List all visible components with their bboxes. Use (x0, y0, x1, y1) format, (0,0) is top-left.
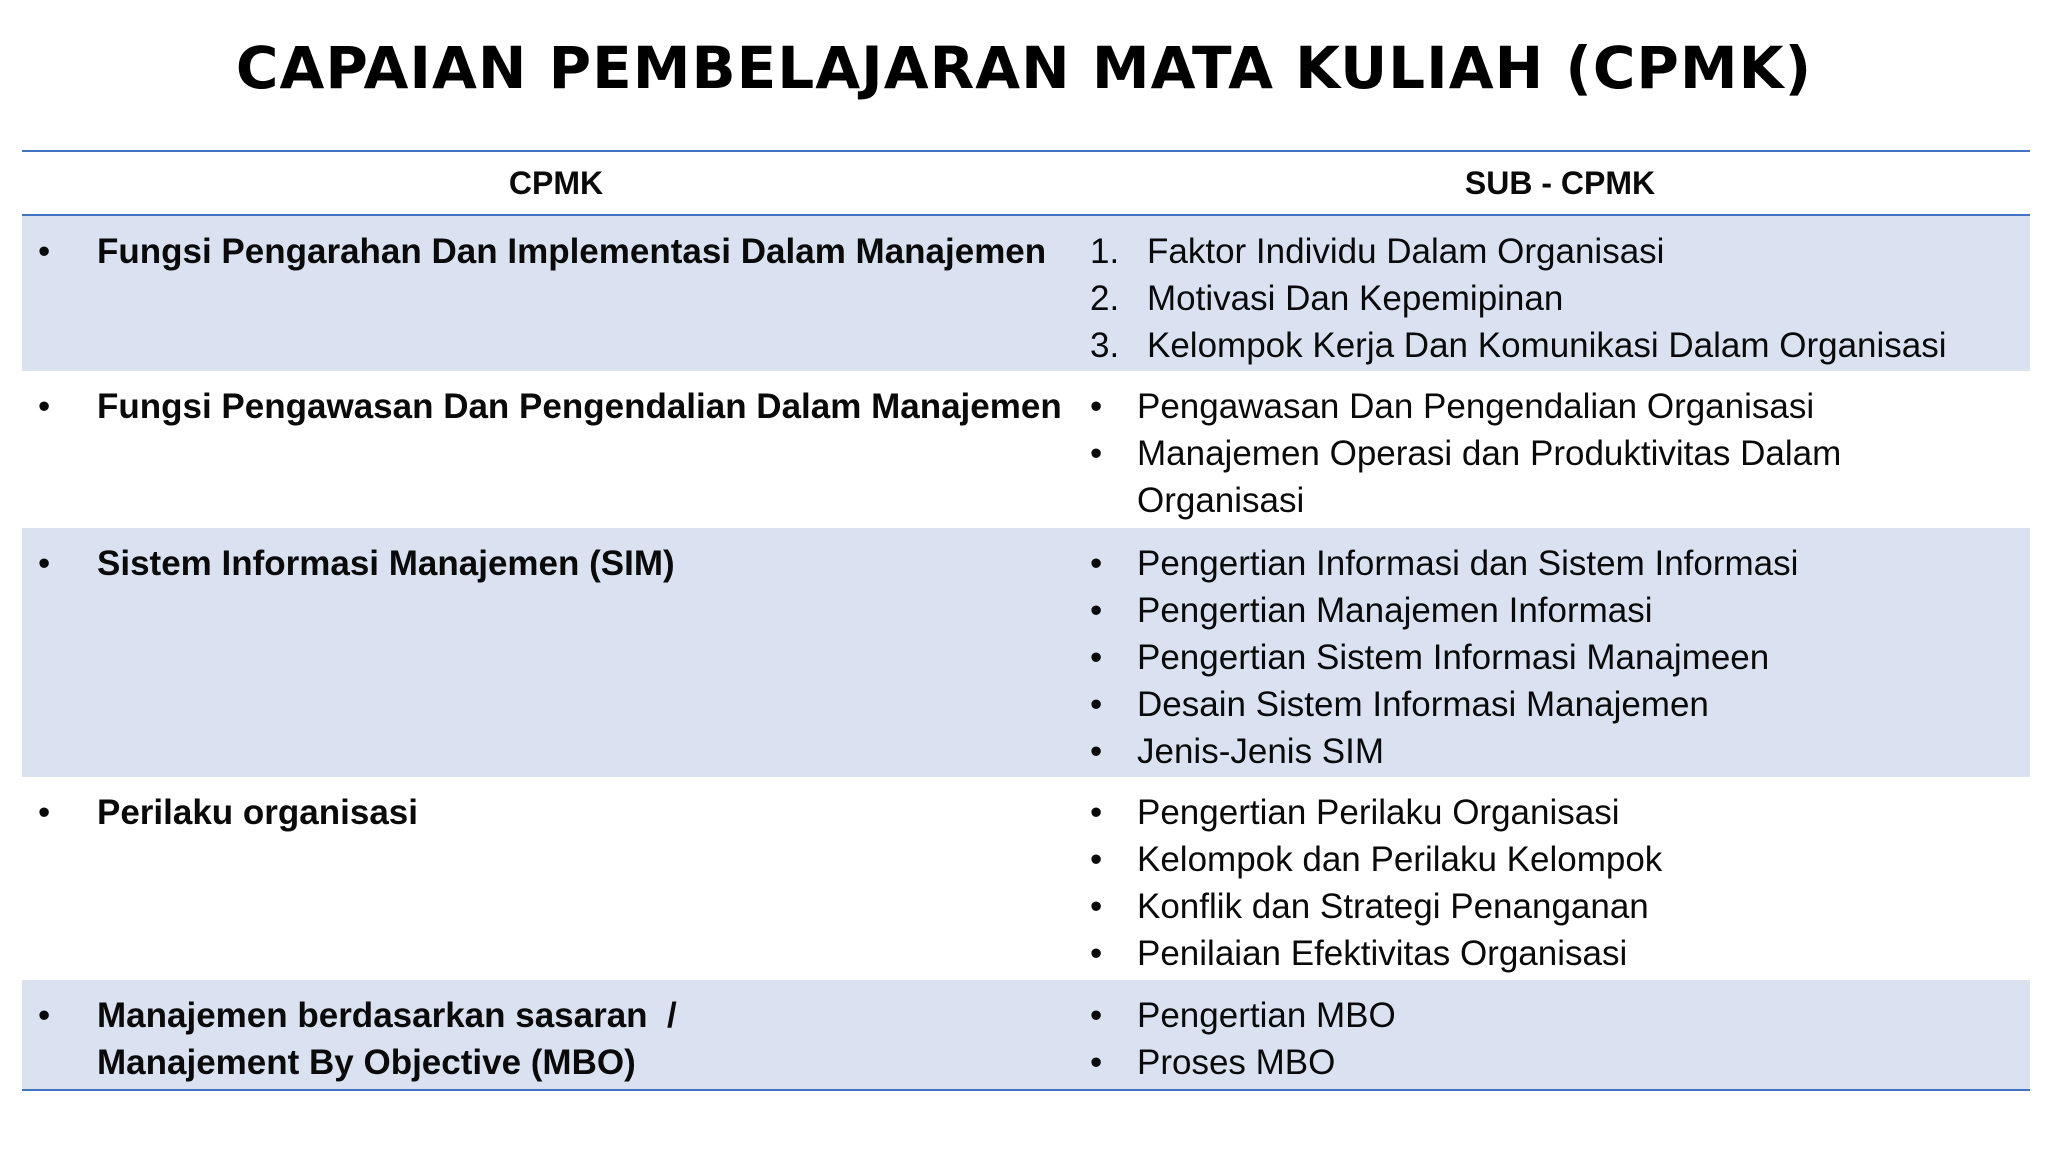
list-item (1090, 883, 2030, 930)
list-item (1090, 540, 2030, 587)
list-item-text: Pengertian Sistem Informasi Manajmeen (1137, 638, 1770, 677)
cpmk-table (22, 150, 2030, 1091)
bullet-icon: • (1090, 732, 1103, 771)
list-number: 3. (1090, 326, 1120, 365)
list-number: 1. (1090, 232, 1120, 271)
bullet-icon: • (38, 387, 51, 426)
sub-cpmk-cell (1090, 789, 2030, 977)
bullet-icon: • (1090, 996, 1103, 1035)
list-item-text: Pengertian Informasi dan Sistem Informasi (1137, 544, 1799, 583)
cpmk-text: Sistem Informasi Manajemen (SIM) (97, 544, 675, 583)
bullet-icon: • (1090, 591, 1103, 630)
cpmk-text: Perilaku organisasi (97, 793, 418, 832)
list-number: 2. (1090, 279, 1120, 318)
list-item (1090, 728, 2030, 775)
bullet-icon: • (1090, 887, 1103, 926)
list-item-text: Kelompok Kerja Dan Komunikasi Dalam Organisasi (1147, 326, 1947, 365)
bullet-icon: • (1090, 685, 1103, 724)
list-item-text: Pengertian MBO (1137, 996, 1396, 1035)
cpmk-cell (22, 540, 1090, 587)
column-header-cpmk: CPMK (508, 164, 604, 201)
sub-cpmk-cell (1090, 228, 2030, 369)
list-item (1090, 1039, 2030, 1086)
list-item (1090, 992, 2030, 1039)
table-header (22, 152, 2030, 216)
list-item-text: Desain Sistem Informasi Manajemen (1137, 685, 1709, 724)
list-item (1090, 430, 1850, 524)
bullet-icon: • (1090, 793, 1103, 832)
list-item-text: Pengawasan Dan Pengendalian Organisasi (1137, 387, 1815, 426)
cpmk-cell (22, 789, 1090, 836)
bullet-icon: • (1090, 1043, 1103, 1082)
cpmk-text-line-1: Manajemen berdasarkan sasaran / (97, 996, 677, 1035)
table-row (22, 371, 2030, 528)
bullet-icon: • (1090, 934, 1103, 973)
list-item-text: Jenis-Jenis SIM (1137, 732, 1385, 771)
cpmk-cell (22, 228, 1090, 275)
table-row (22, 980, 2030, 1089)
sub-cpmk-cell (1090, 383, 2030, 524)
cpmk-text: Fungsi Pengawasan Dan Pengendalian Dalam Manajemen (97, 387, 1062, 426)
bullet-icon: • (38, 996, 51, 1035)
list-item (1090, 322, 2030, 369)
list-item-text: Penilaian Efektivitas Organisasi (1137, 934, 1628, 973)
cpmk-text: Fungsi Pengarahan Dan Implementasi Dalam Manajemen (97, 232, 1047, 271)
cpmk-cell (22, 383, 1090, 430)
list-item (1090, 930, 2030, 977)
bullet-icon: • (38, 544, 51, 583)
bullet-icon: • (1090, 434, 1103, 473)
cpmk-cell (22, 992, 1090, 1086)
bullet-icon: • (1090, 544, 1103, 583)
list-item (1090, 789, 2030, 836)
list-item-text: Manajemen Operasi dan Produktivitas Dalam Organisasi (1137, 434, 1842, 520)
list-item (1090, 681, 2030, 728)
list-item-text: Faktor Individu Dalam Organisasi (1147, 232, 1665, 271)
list-item-text: Proses MBO (1137, 1043, 1336, 1082)
list-item-text: Pengertian Manajemen Informasi (1137, 591, 1653, 630)
list-item-text: Pengertian Perilaku Organisasi (1137, 793, 1620, 832)
table-row (22, 216, 2030, 371)
sub-cpmk-cell (1090, 540, 2030, 775)
bullet-icon: • (1090, 387, 1103, 426)
page-title: CAPAIAN PEMBELAJARAN MATA KULIAH (CPMK) (235, 34, 1813, 102)
column-header-sub-cpmk: SUB - CPMK (1464, 164, 1656, 201)
bullet-icon: • (38, 232, 51, 271)
sub-cpmk-cell (1090, 992, 2030, 1086)
list-item-text: Konflik dan Strategi Penanganan (1137, 887, 1649, 926)
list-item (1090, 587, 2030, 634)
table-row (22, 777, 2030, 980)
list-item (1090, 228, 2030, 275)
bullet-icon: • (1090, 840, 1103, 879)
list-item (1090, 383, 2030, 430)
bullet-icon: • (38, 793, 51, 832)
cpmk-text-line-2: Manajement By Objective (MBO) (97, 1043, 636, 1082)
list-item (1090, 634, 2030, 681)
list-item-text: Motivasi Dan Kepemipinan (1147, 279, 1564, 318)
bullet-icon: • (1090, 638, 1103, 677)
list-item-text: Kelompok dan Perilaku Kelompok (1137, 840, 1663, 879)
list-item (1090, 275, 2030, 322)
table-row (22, 528, 2030, 777)
list-item (1090, 836, 2030, 883)
